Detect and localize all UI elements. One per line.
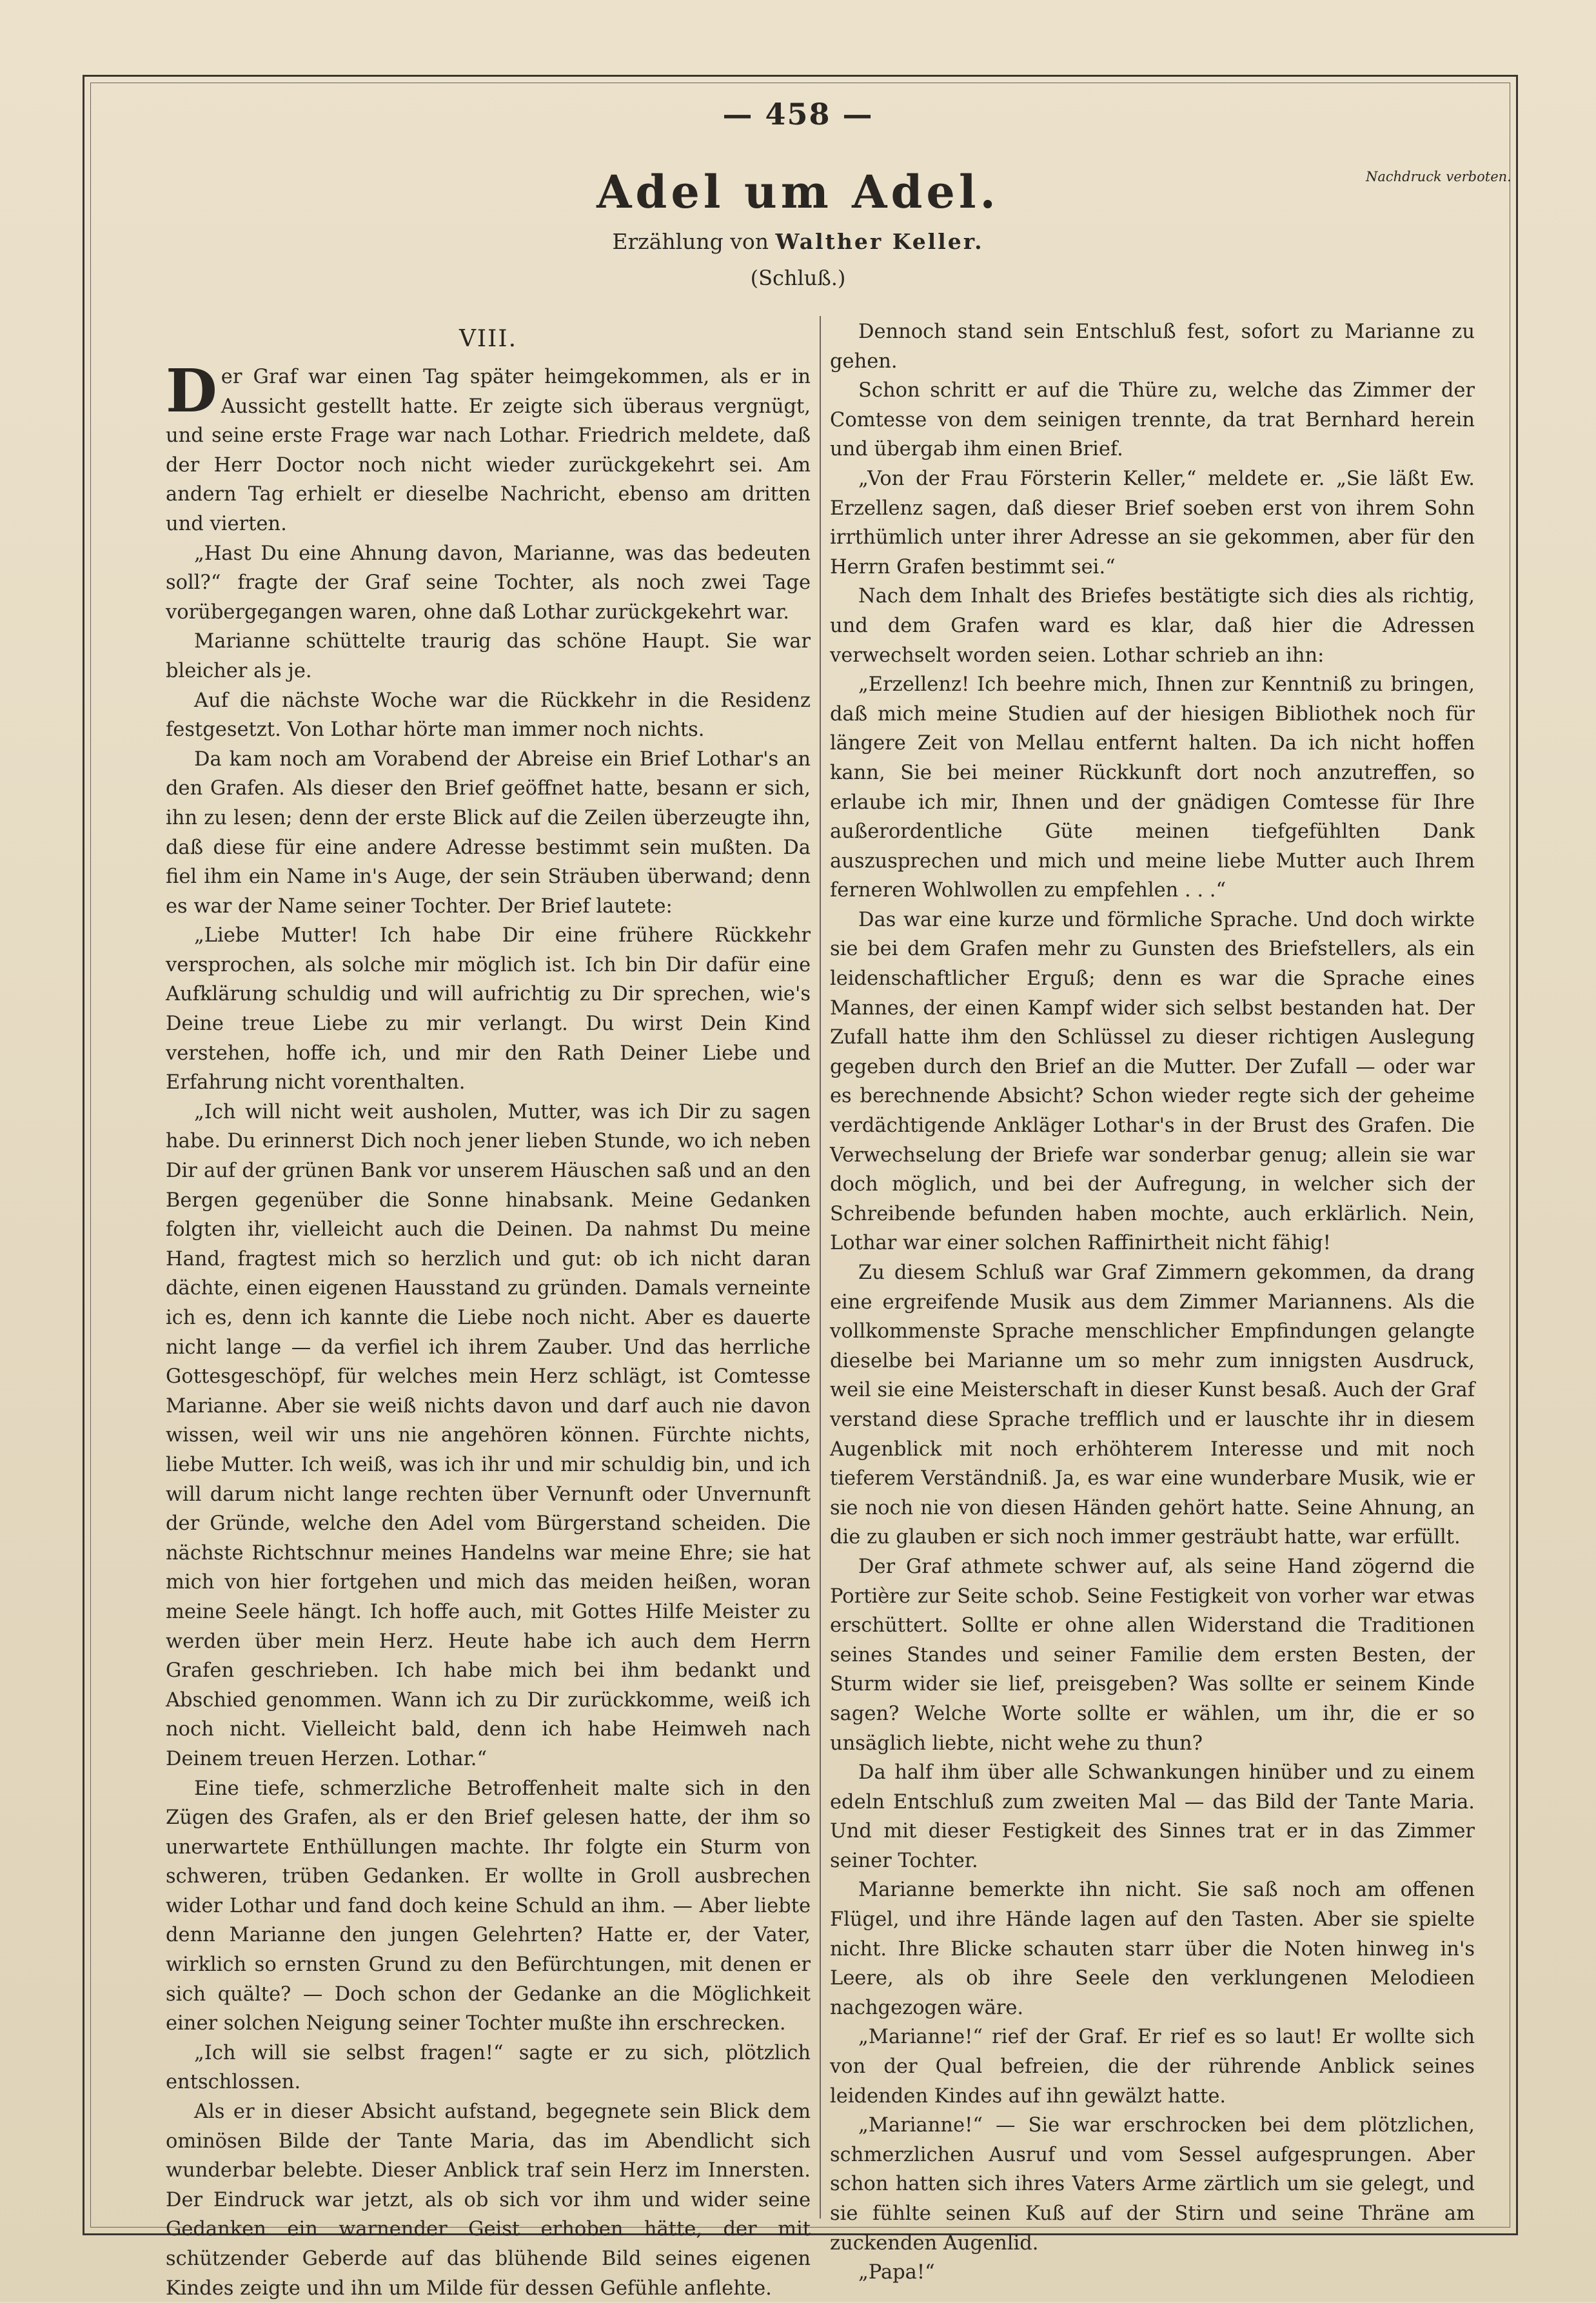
paragraph: „Von der Frau Försterin Keller,“ meldete er. „Sie läßt Ew. Erzellenz sagen, daß dieser Brief soeben erst von ihrem Sohn irrthümlich unter ihrer Adresse an sie gekommen, aber für den Herrn Grafen bestimmt sei.“ <box>830 467 1475 578</box>
column-divider <box>820 316 821 2219</box>
paragraph: Da kam noch am Vorabend der Abreise ein Brief Lothar's an den Grafen. Als dieser den Brief geöffnet hatte, besann er sich, ihn zu lesen; denn der erste Blick auf die Zeilen überzeugte ihn, daß diese für eine andere Adresse bestimmt sein mußten. Da fiel ihm ein Name in's Auge, der sein Sträuben überwand; denn es war der Name seiner Tochter. Der Brief lautete: <box>166 747 811 918</box>
paragraph: „Ich will sie selbst fragen!“ sagte er zu sich, plötzlich entschlossen. <box>166 2041 811 2094</box>
left-column <box>166 317 811 2300</box>
byline-prefix: Erzählung von <box>612 229 769 254</box>
paragraph: Auf die nächste Woche war die Rückkehr in die Residenz festgesetzt. Von Lothar hörte man immer noch nichts. <box>166 689 811 742</box>
paragraph: Als er in dieser Absicht aufstand, begegnete sein Blick dem ominösen Bilde der Tante Maria, das im Abendlicht sich wunderbar belebte. Dieser Anblick traf sein Herz im Innersten. Der Eindruck war jetzt, als ob sich vor ihm und wider seine Gedanken ein warnender Geist erhoben hätte, der mit schützender Geberde auf das blühende Bild seines eigenen Kindes zeigte und ihn um Milde für dessen Gefühle anflehte. <box>166 2100 811 2300</box>
paragraph: Das war eine kurze und förmliche Sprache. Und doch wirkte sie bei dem Grafen mehr zu Gunsten des Briefstellers, als ein leidenschaftlicher Erguß; denn es war die Sprache eines Mannes, der einen Kampf wider sich selbst bestanden hat. Der Zufall hatte ihm den Schlüssel zu dieser richtigen Auslegung gegeben durch den Brief an die Mutter. Der Zufall — oder war es berechnende Absicht? Schon wieder regte sich der geheime verdächtigende Ankläger Lothar's in der Brust des Grafen. Die Verwechselung der Briefe war sonderbar genug; allein sie war doch möglich, und bei der Aufregung, in welcher sich der Schreibende befunden haben mochte, auch erklärlich. Nein, Lothar war einer solchen Raffinirtheit nicht fähig! <box>830 908 1475 1255</box>
paragraph: „Hast Du eine Ahnung davon, Marianne, was das bedeuten soll?“ fragte der Graf seine Tochter, als noch zwei Tage vorübergegangen waren, ohne daß Lothar zurückgekehrt war. <box>166 542 811 624</box>
paragraph: „Marianne!“ rief der Graf. Er rief es so laut! Er wollte sich von der Qual befreien, die der rührende Anblick seines leidenden Kindes auf ihn gewälzt hatte. <box>830 2026 1475 2108</box>
paragraph: Zu diesem Schluß war Graf Zimmern gekommen, da drang eine ergreifende Musik aus dem Zimmer Mariannens. Als die vollkommenste Sprache menschlicher Empfindungen gelangte dieselbe bei Marianne um so mehr zum innigsten Ausdruck, weil sie eine Meisterschaft in dieser Kunst besaß. Auch der Graf verstand diese Sprache trefflich und er lauschte ihr in diesem Augenblick mit noch erhöhterem Interesse und mit noch tieferem Verständniß. Ja, es war eine wunderbare Musik, wie er sie noch nie von diesen Händen gehört hatte. Seine Ahnung, an die zu glauben er sich noch immer gesträubt hatte, war erfüllt. <box>830 1261 1475 1549</box>
installment-note: (Schluß.) <box>750 266 846 290</box>
paragraph: Dennoch stand sein Entschluß fest, sofort zu Marianne zu gehen. <box>830 321 1475 373</box>
page-number: — 458 — <box>722 97 874 132</box>
paragraph-text: er Graf war einen Tag später heimgekommen, als er in Aussicht gestellt hatte. Er zeigte sich überaus vergnügt, und seine erste Frage war nach Lothar. Friedrich meldete, daß der Herr Doctor noch nicht wieder zurückgekehrt sei. Am andern Tag erhielt er dieselbe Nachricht, ebenso am dritten und vierten. <box>166 366 811 535</box>
reprint-notice: Nachdruck verboten. <box>1366 169 1512 184</box>
paragraph: Der Graf athmete schwer auf, als seine Hand zögernd die Portière zur Seite schob. Seine Festigkeit von vorher war etwas erschüttert. Sollte er ohne allen Widerstand die Traditionen seines Standes und seiner Familie dem ersten Besten, der Sturm wider sie lief, preisgeben? Was sollte er seinem Kinde sagen? Welche Worte sollte er wählen, um ihr, die er so unsäglich liebte, nicht wehe zu thun? <box>830 1555 1475 1755</box>
paragraph: Da half ihm über alle Schwankungen hinüber und zu einem edeln Entschluß zum zweiten Mal — das Bild der Tante Maria. Und mit dieser Festigkeit des Sinnes trat er in das Zimmer seiner Tochter. <box>830 1761 1475 1872</box>
right-column <box>830 317 1475 2284</box>
story-title: Adel um Adel. <box>596 165 1000 219</box>
byline <box>0 229 1596 254</box>
paragraph: „Marianne!“ — Sie war erschrocken bei dem plötzlichen, schmerzlichen Ausruf und vom Sessel aufgesprungen. Aber schon hatten sich ihres Vaters Arme zärtlich um sie gelegt, und sie fühlte seinen Kuß auf der Stirn und seine Thräne am zuckenden Augenlid. <box>830 2114 1475 2255</box>
author-name: Walther Keller. <box>775 229 984 254</box>
paragraph: „Liebe Mutter! Ich habe Dir eine frühere Rückkehr versprochen, als solche mir möglich ist. Ich bin Dir dafür eine Aufklärung schuldig und will aufrichtig zu Dir sprechen, wie's Deine treue Liebe zu mir verlangt. Du wirst Dein Kind verstehen, hoffe ich, und mir den Rath Deiner Liebe und Erfahrung nicht vorenthalten. <box>166 924 811 1094</box>
paragraph: „Ich will nicht weit ausholen, Mutter, was ich Dir zu sagen habe. Du erinnerst Dich noch jener lieben Stunde, wo ich neben Dir auf der grünen Bank vor unserem Häuschen saß und an den Bergen gegenüber die Sonne hinabsank. Meine Gedanken folgten ihr, vielleicht auch die Deinen. Da nahmst Du meine Hand, fragtest mich so herzlich und gut: ob ich nicht daran dächte, einen eigenen Hausstand zu gründen. Damals verneinte ich es, denn ich kannte die Liebe noch nicht. Aber es dauerte nicht lange — da verfiel ich ihrem Zauber. Und das herrliche Gottesgeschöpf, für welches mein Herz schlägt, ist Comtesse Marianne. Aber sie weiß nichts davon und darf auch nie davon wissen, weil wir uns nie angehören können. Fürchte nichts, liebe Mutter. Ich weiß, was ich ihr und mir schuldig bin, und ich will darum nicht lange rechten über Vernunft oder Unvernunft der Gründe, welche den Adel vom Bürgerstand scheiden. Die nächste Richtschnur meines Handelns war meine Ehre; sie hat mich von hier fortgehen und mich das meiden heißen, woran meine Seele hängt. Ich hoffe auch, mit Gottes Hilfe Meister zu werden über mein Herz. Heute habe ich auch dem Herrn Grafen geschrieben. Ich habe mich bei ihm bedankt und Abschied genommen. Wann ich zu Dir zurückkomme, weiß ich noch nicht. Vielleicht bald, denn ich habe Heimweh nach Deinem treuen Herzen. Lothar.“ <box>166 1100 811 1770</box>
paragraph: Marianne bemerkte ihn nicht. Sie saß noch am offenen Flügel, und ihre Hände lagen auf den Tasten. Aber sie spielte nicht. Ihre Blicke schauten starr über die Noten hinweg in's Leere, als ob ihre Seele den verklungenen Melodieen nachgezogen wäre. <box>830 1879 1475 2019</box>
paragraph: Eine tiefe, schmerzliche Betroffenheit malte sich in den Zügen des Grafen, als er den Brief gelesen hatte, der ihm so unerwartete Enthüllungen machte. Ihr folgte ein Sturm von schweren, trüben Gedanken. Er wollte in Groll ausbrechen wider Lothar und fand doch keine Schuld an ihm. — Aber liebte denn Marianne den jungen Gelehrten? Hatte er, der Vater, wirklich so ernsten Grund zu den Befürchtungen, mit denen er sich quälte? — Doch schon der Gedanke an die Möglichkeit einer solchen Neigung seiner Tochter mußte ihn erschrecken. <box>166 1777 811 2035</box>
paragraph <box>166 356 811 539</box>
drop-cap: D <box>166 356 217 426</box>
paragraph: Nach dem Inhalt des Briefes bestätigte sich dies als richtig, und dem Grafen ward es klar, daß hier die Adressen verwechselt worden seien. Lothar schrieb an ihn: <box>830 585 1475 667</box>
paragraph: Schon schritt er auf die Thüre zu, welche das Zimmer der Comtesse von dem seinigen trennte, da trat Bernhard herein und übergab ihm einen Brief. <box>830 379 1475 461</box>
paragraph: „Erzellenz! Ich beehre mich, Ihnen zur Kenntniß zu bringen, daß mich meine Studien auf der hiesigen Bibliothek noch für längere Zeit von Mellau entfernt halten. Da ich nicht hoffen kann, Sie bei meiner Rückkunft dort noch anzutreffen, so erlaube ich mir, Ihnen und der gnädigen Comtesse für Ihre außerordentliche Güte meinen tiefgefühlten Dank auszusprechen und mich und meine liebe Mutter auch Ihrem ferneren Wohlwollen zu empfehlen . . .“ <box>830 673 1475 902</box>
paragraph: Marianne schüttelte traurig das schöne Haupt. Sie war bleicher als je. <box>166 630 811 682</box>
paragraph: „Papa!“ <box>858 2261 935 2284</box>
chapter-heading: VIII. <box>458 326 518 352</box>
